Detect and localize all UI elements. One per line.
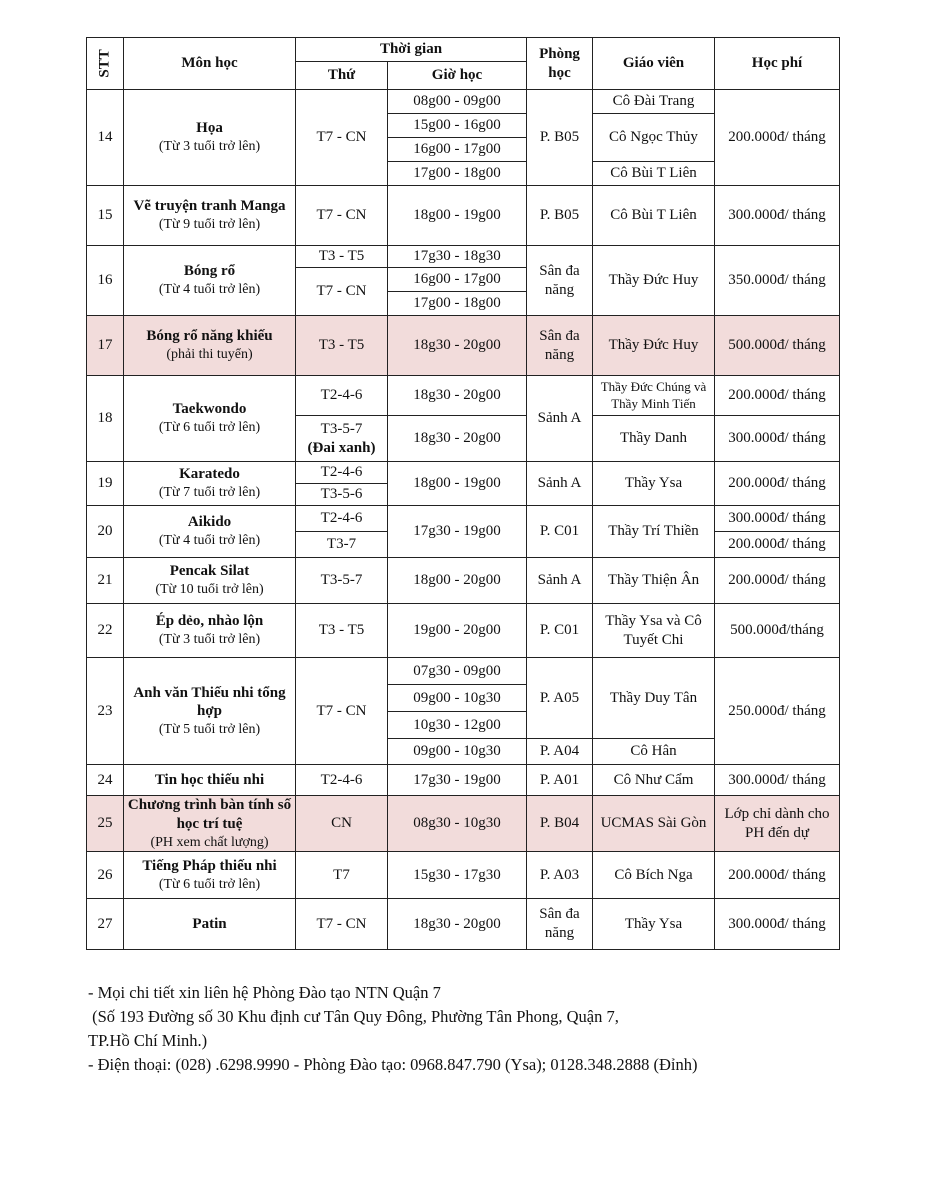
- teacher-cell: Thầy Đức Huy: [593, 246, 715, 316]
- subject-cell: [124, 186, 296, 246]
- day-cell: T7 - CN: [296, 658, 388, 765]
- time-cell: 10g30 - 12g00: [388, 712, 527, 739]
- fee-cell: 300.000đ/ tháng: [715, 899, 840, 950]
- row-stt: 15: [87, 186, 124, 246]
- room-cell: P. B04: [527, 796, 593, 852]
- teacher-cell: Cô Hân: [593, 739, 715, 765]
- fee-cell: 500.000đ/ tháng: [715, 316, 840, 376]
- subject-note: (PH xem chất lượng): [150, 834, 269, 850]
- row-stt: 19: [87, 462, 124, 506]
- teacher-cell: Thầy Thiện Ân: [593, 558, 715, 604]
- row-stt: 14: [87, 90, 124, 186]
- time-cell: 17g30 - 18g30: [388, 246, 527, 268]
- day-cell: T7: [296, 852, 388, 899]
- fee-cell: 200.000đ/ tháng: [715, 852, 840, 899]
- table-row: [87, 558, 840, 604]
- header-stt: STT: [87, 38, 124, 90]
- subject-name: Anh văn Thiếu nhi tổng hợp: [133, 684, 286, 720]
- subject-note: (Từ 3 tuổi trở lên): [158, 139, 261, 155]
- header-day: Thứ: [296, 62, 388, 90]
- time-cell: 18g30 - 20g00: [388, 316, 527, 376]
- time-cell: 15g00 - 16g00: [388, 114, 527, 138]
- row-stt: 18: [87, 376, 124, 462]
- subject-name: Bóng rổ năng khiếu: [146, 328, 273, 345]
- row-stt: 21: [87, 558, 124, 604]
- subject-cell: [124, 796, 296, 852]
- subject-cell: [124, 558, 296, 604]
- subject-cell: [124, 852, 296, 899]
- subject-name: Karatedo: [179, 466, 240, 483]
- subject-note: (Từ 4 tuổi trở lên): [158, 533, 261, 549]
- room-cell: P. C01: [527, 604, 593, 658]
- table-row: [87, 90, 840, 114]
- teacher-cell: Cô Đài Trang: [593, 90, 715, 114]
- fee-cell: 300.000đ/ tháng: [715, 765, 840, 796]
- teacher-cell: Thầy Ysa: [593, 462, 715, 506]
- subject-name: Họa: [196, 120, 223, 137]
- room-cell: P. A05: [527, 658, 593, 739]
- subject-note: (Từ 4 tuổi trở lên): [158, 282, 261, 298]
- subject-name: Taekwondo: [172, 401, 247, 418]
- row-stt: 25: [87, 796, 124, 852]
- teacher-cell: Thầy Đức Chúng và Thầy Minh Tiến: [593, 376, 715, 416]
- subject-name: Tiếng Pháp thiếu nhi: [142, 857, 277, 874]
- teacher-cell: Thầy Đức Huy: [593, 316, 715, 376]
- room-cell: P. A01: [527, 765, 593, 796]
- row-stt: 26: [87, 852, 124, 899]
- header-subject: Môn học: [124, 38, 296, 90]
- time-cell: 18g30 - 20g00: [388, 416, 527, 462]
- teacher-cell: Cô Bích Nga: [593, 852, 715, 899]
- subject-cell: [124, 899, 296, 950]
- day-cell: T3 - T5: [296, 316, 388, 376]
- contact-line: - Mọi chi tiết xin liên hệ Phòng Đào tạo NTN Quận 7: [88, 983, 441, 1002]
- subject-name: Aikido: [187, 514, 232, 531]
- day-cell: T2-4-6: [296, 376, 388, 416]
- phone-line: - Điện thoại: (028) .6298.9990 - Phòng Đào tạo: 0968.847.790 (Ysa); 0128.348.2888 (Đỉnh): [88, 1055, 698, 1074]
- fee-cell: 500.000đ/tháng: [715, 604, 840, 658]
- subject-name: Chương trình bàn tính số học trí tuệ: [127, 797, 292, 832]
- fee-cell: 250.000đ/ tháng: [715, 658, 840, 765]
- room-cell: Sân đa năng: [527, 246, 593, 316]
- teacher-cell: Cô Ngọc Thủy: [593, 114, 715, 162]
- day-cell: T3-5-6: [296, 484, 388, 506]
- day-cell: T3-7: [296, 532, 388, 558]
- fee-cell: 300.000đ/ tháng: [715, 416, 840, 462]
- table-row: [87, 852, 840, 899]
- subject-cell: [124, 376, 296, 462]
- address-line: (Số 193 Đường số 30 Khu định cư Tân Quy Đông, Phường Tân Phong, Quận 7,: [88, 1007, 619, 1026]
- time-cell: 15g30 - 17g30: [388, 852, 527, 899]
- subject-cell: [124, 506, 296, 558]
- row-stt: 27: [87, 899, 124, 950]
- room-cell: Sân đa năng: [527, 316, 593, 376]
- day-label: T3-5-7: [320, 420, 363, 437]
- day-cell: T2-4-6: [296, 506, 388, 532]
- table-row: [87, 506, 840, 532]
- room-cell: P. A04: [527, 739, 593, 765]
- teacher-cell: Thầy Trí Thiền: [593, 506, 715, 558]
- subject-cell: [124, 462, 296, 506]
- time-cell: 17g00 - 18g00: [388, 162, 527, 186]
- table-row: [87, 376, 840, 416]
- subject-name: Ép dẻo, nhào lộn: [155, 613, 264, 630]
- table-row: [87, 316, 840, 376]
- address-line: TP.Hồ Chí Minh.): [88, 1031, 208, 1050]
- room-cell: P. B05: [527, 90, 593, 186]
- subject-name: Bóng rổ: [183, 263, 236, 280]
- time-cell: 18g30 - 20g00: [388, 899, 527, 950]
- day-cell: T7 - CN: [296, 899, 388, 950]
- subject-note: (Từ 10 tuổi trở lên): [155, 582, 264, 598]
- time-cell: 08g00 - 09g00: [388, 90, 527, 114]
- subject-cell: [124, 658, 296, 765]
- subject-note: (Từ 7 tuổi trở lên): [158, 485, 261, 501]
- teacher-cell: Cô Bùi T Liên: [593, 162, 715, 186]
- time-cell: 07g30 - 09g00: [388, 658, 527, 685]
- time-cell: 17g30 - 19g00: [388, 765, 527, 796]
- room-cell: Sân đa năng: [527, 899, 593, 950]
- teacher-cell: Thầy Ysa: [593, 899, 715, 950]
- teacher-cell: Thầy Ysa và Cô Tuyết Chi: [593, 604, 715, 658]
- subject-note: (Từ 5 tuổi trở lên): [158, 722, 261, 737]
- fee-cell: 200.000đ/ tháng: [715, 90, 840, 186]
- day-cell: T3-5-7: [296, 558, 388, 604]
- room-cell: P. C01: [527, 506, 593, 558]
- header-room: Phòng học: [527, 38, 593, 90]
- subject-cell: [124, 604, 296, 658]
- row-stt: 22: [87, 604, 124, 658]
- day-cell: T2-4-6: [296, 765, 388, 796]
- room-cell: Sảnh A: [527, 376, 593, 462]
- fee-cell: 200.000đ/ tháng: [715, 532, 840, 558]
- table-row: [87, 186, 840, 246]
- day-cell: T3 - T5: [296, 246, 388, 268]
- time-cell: 09g00 - 10g30: [388, 739, 527, 765]
- subject-note: (Từ 6 tuổi trở lên): [158, 876, 261, 892]
- header-teacher: Giáo viên: [593, 38, 715, 90]
- time-cell: 17g30 - 19g00: [388, 506, 527, 558]
- teacher-cell: Cô Như Cẩm: [593, 765, 715, 796]
- table-row: [87, 658, 840, 685]
- day-cell: T2-4-6: [296, 462, 388, 484]
- row-stt: 20: [87, 506, 124, 558]
- contact-notes: [88, 981, 848, 1077]
- subject-name: Vẽ truyện tranh Manga: [133, 198, 286, 215]
- subject-note: (Từ 6 tuổi trở lên): [158, 420, 261, 436]
- time-cell: 18g00 - 19g00: [388, 186, 527, 246]
- subject-name: Tin học thiếu nhi: [154, 771, 265, 788]
- fee-cell: 200.000đ/ tháng: [715, 462, 840, 506]
- row-stt: 16: [87, 246, 124, 316]
- fee-cell: Lớp chỉ dành cho PH đến dự: [715, 796, 840, 852]
- teacher-cell: Thầy Duy Tân: [593, 658, 715, 739]
- subject-cell: [124, 316, 296, 376]
- day-cell: CN: [296, 796, 388, 852]
- teacher-cell: UCMAS Sài Gòn: [593, 796, 715, 852]
- fee-cell: 350.000đ/ tháng: [715, 246, 840, 316]
- fee-cell: 200.000đ/ tháng: [715, 558, 840, 604]
- schedule-table: [86, 37, 840, 950]
- time-cell: 18g00 - 20g00: [388, 558, 527, 604]
- room-cell: P. A03: [527, 852, 593, 899]
- room-cell: P. B05: [527, 186, 593, 246]
- time-cell: 17g00 - 18g00: [388, 292, 527, 316]
- header-fee: Học phí: [715, 38, 840, 90]
- fee-cell: 300.000đ/ tháng: [715, 506, 840, 532]
- day-cell: T7 - CN: [296, 90, 388, 186]
- row-stt: 23: [87, 658, 124, 765]
- time-cell: 18g30 - 20g00: [388, 376, 527, 416]
- day-note: (Đai xanh): [307, 439, 376, 456]
- header-time: Thời gian: [296, 38, 527, 62]
- day-cell: T7 - CN: [296, 268, 388, 316]
- subject-note: (Từ 9 tuổi trở lên): [158, 217, 261, 233]
- table-row: [87, 462, 840, 484]
- day-cell: [296, 416, 388, 462]
- table-row: [87, 796, 840, 852]
- time-cell: 19g00 - 20g00: [388, 604, 527, 658]
- fee-cell: 300.000đ/ tháng: [715, 186, 840, 246]
- room-cell: Sảnh A: [527, 558, 593, 604]
- row-stt: 24: [87, 765, 124, 796]
- room-cell: Sảnh A: [527, 462, 593, 506]
- subject-cell: [124, 765, 296, 796]
- subject-name: Pencak Silat: [169, 563, 250, 580]
- day-cell: T7 - CN: [296, 186, 388, 246]
- table-row: [87, 899, 840, 950]
- teacher-cell: Cô Bùi T Liên: [593, 186, 715, 246]
- table-row: [87, 246, 840, 268]
- subject-note: (Từ 3 tuổi trở lên): [158, 632, 261, 648]
- table-row: [87, 604, 840, 658]
- time-cell: 09g00 - 10g30: [388, 685, 527, 712]
- subject-cell: [124, 90, 296, 186]
- time-cell: 16g00 - 17g00: [388, 268, 527, 292]
- time-cell: 16g00 - 17g00: [388, 138, 527, 162]
- subject-name: Patin: [192, 915, 227, 932]
- table-row: [87, 765, 840, 796]
- time-cell: 18g00 - 19g00: [388, 462, 527, 506]
- subject-note: (phải thi tuyển): [166, 347, 253, 363]
- day-cell: T3 - T5: [296, 604, 388, 658]
- fee-cell: 200.000đ/ tháng: [715, 376, 840, 416]
- row-stt: 17: [87, 316, 124, 376]
- subject-cell: [124, 246, 296, 316]
- header-hour: Giờ học: [388, 62, 527, 90]
- time-cell: 08g30 - 10g30: [388, 796, 527, 852]
- teacher-cell: Thầy Danh: [593, 416, 715, 462]
